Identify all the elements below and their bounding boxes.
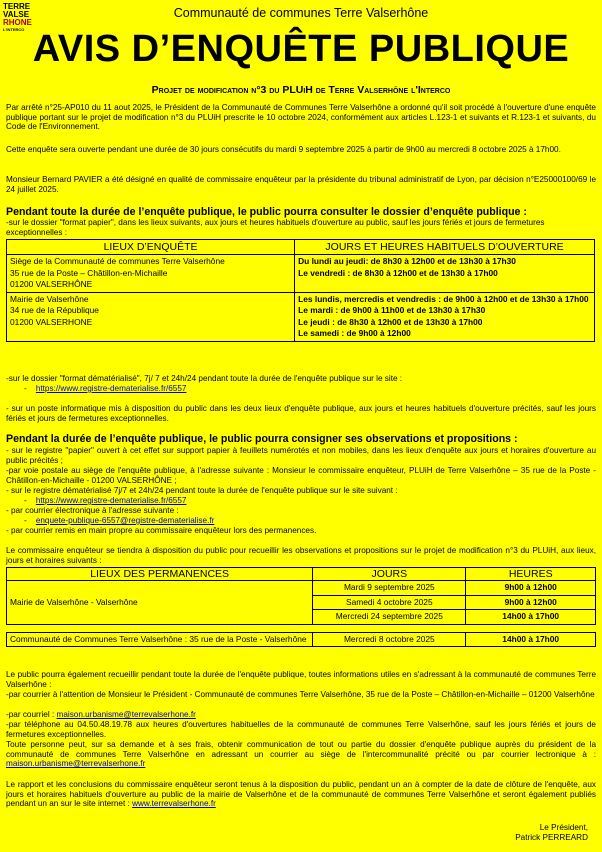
obs-line-4: - par courrier électronique à l'adresse suivante : bbox=[6, 506, 179, 515]
registre-link-2[interactable]: https://www.registre-dematerialise.fr/6557 bbox=[35, 496, 187, 505]
header-organization: Communauté de communes Terre Valserhône bbox=[173, 6, 429, 20]
permanence-place-1: Mairie de Valserhône - Valserhône bbox=[7, 581, 313, 625]
info-paragraph-2: -par courrier à l'attention de Monsieur le Président - Communauté de communes Terre Valserhône, 35 rue de la Poste – Châtillon-en-Michaille – 01200 Valserhône bbox=[6, 690, 595, 699]
link-bullet: - https://www.registre-dematerialise.fr/6557 bbox=[24, 496, 187, 505]
consultation-places-table bbox=[6, 239, 595, 342]
registre-link-1[interactable]: https://www.registre-dematerialise.fr/6557 bbox=[35, 384, 187, 393]
terre-valserhone-logo: TERRE VALSE RHONE L'INTERCO bbox=[3, 2, 32, 32]
consult-subtext: -sur le dossier "format papier", dans les lieux suivants, aux jours et heures habituels d'ouverture au public, sauf les jours fériés et jours de fermetures exceptionnelles : bbox=[6, 218, 545, 237]
website-link[interactable]: www.terrevalserhone.fr bbox=[132, 799, 216, 809]
observations-heading: Pendant la durée de l’enquête publique, le public pourra consigner ses observations et propositions : bbox=[6, 433, 518, 445]
permanence-hours: 14h00 à 17h00 bbox=[466, 632, 596, 647]
permanence-day: Mardi 9 septembre 2025 bbox=[313, 581, 466, 596]
table-header-permanences: LIEUX DES PERMANENCES bbox=[7, 568, 313, 581]
urbanisme-email-link-2[interactable]: maison.urbanisme@terrevalserhone.fr bbox=[6, 759, 146, 769]
permanence-day: Mercredi 8 octobre 2025 bbox=[313, 632, 466, 647]
permanence-hours: 14h00 à 17h00 bbox=[466, 610, 596, 625]
hours-cell: Du lundi au jeudi: de 8h30 à 12h00 et de 13h30 à 17h30 Le vendredi : de 8h30 à 12h00 et de 13h30 à 17h00 bbox=[295, 255, 595, 293]
closing-paragraph: Le rapport et les conclusions du commissaire enquêteur seront tenus à la disposition du public, pendant un an à compter de la date de clôture de l'enquête, aux jours et horaires habituels d'ouverture au public de la mairie de Valserhône et de la communauté de communes Terre Valserhône et seront également publiés pendant un an sur le site internet : www.terrevalserhone.fr bbox=[6, 780, 596, 809]
signature: Le Président, Patrick PERREARD bbox=[515, 823, 588, 842]
table-row bbox=[7, 581, 596, 596]
poste-text: - sur un poste informatique mis à disposition du public dans les deux lieux d'enquête publique, aux jours et heures habituels d'ouverture précités, sauf les jours fériés et jours de fermetures exceptionnelles. bbox=[6, 404, 596, 423]
info-paragraph-4: -par téléphone au 04.50.48.19.78 aux heures d'ouvertures habituelles de la communauté de communes Terre Valserhône, sauf les jours fériés et jours de fermetures exceptionnelles. bbox=[6, 720, 596, 739]
permanences-intro: Le commissaire enquêteur se tiendra à disposition du public pour recueillir les observations et propositions sur le projet de modification n°3 du PLUiH, aux lieux, jours et horaires suivants : bbox=[6, 546, 596, 565]
permanence-hours: 9h00 à 12h00 bbox=[466, 581, 596, 596]
hours-cell: Les lundis, mercredis et vendredis : de 9h00 à 12h00 et de 13h30 à 17h00 Le mardi : de 9h00 à 11h00 et de 13h30 à 17h30 Le jeudi : de 8h30 à 12h00 et de 13h30 à 17h00 Le samedi : de 9h00 à 12h00 bbox=[295, 292, 595, 341]
enquete-email-link[interactable]: enquete-publique-6557@registre-dematerialise.fr bbox=[35, 516, 215, 525]
place-cell: Siège de la Communauté de communes Terre Valserhône 35 rue de la Poste – Châtillon-en-Michaille 01200 VALSERHÔNE bbox=[7, 255, 295, 293]
table-row bbox=[7, 292, 595, 341]
page-title: AVIS D’ENQUÊTE PUBLIQUE bbox=[32, 28, 570, 70]
table-header-heures: HEURES bbox=[466, 568, 596, 581]
table-header-places: LIEUX D’ENQUÊTE bbox=[7, 240, 295, 255]
permanence-place-2: Communauté de Communes Terre Valserhône : 35 rue de la Poste - Valserhône bbox=[7, 632, 313, 647]
obs-line-2: -par voie postale au siège de l'enquête publique, à l'adresse suivante : Monsieur le commissaire enquêteur, PLUiH de Terre Valserhône – 35 rue de la Poste - Châtillon-en-Michaille - 01200 VALSERHÔNE ; bbox=[6, 466, 596, 485]
info-paragraph-3: -par courriel : maison.urbanisme@terrevalserhone.fr bbox=[6, 710, 196, 719]
permanence-day: Mercredi 24 septembre 2025 bbox=[313, 610, 466, 625]
obs-line-1: - sur le registre "papier" ouvert à cet effet sur support papier à feuillets numérotés et non mobiles, dans les lieux d'enquête aux jours et horaires d'ouverture au public précités ; bbox=[6, 446, 596, 465]
consult-heading: Pendant toute la durée de l’enquête publique, le public pourra consulter le dossier d’enquête publique : bbox=[6, 206, 527, 218]
info-paragraph-1: Le public pourra également recueillir pendant toute la durée de l'enquête publique, toutes informations utiles en s'adressant à la communauté de communes Terre Valserhône : bbox=[6, 670, 596, 689]
table-row bbox=[7, 255, 595, 293]
obs-line-3: - sur le registre dématérialisé 7j/7 et 24h/24 pendant toute la durée de l'enquête publique sur le site suivant : bbox=[6, 486, 398, 495]
permanence-day: Samedi 4 octobre 2025 bbox=[313, 595, 466, 610]
intro-paragraph-1: Par arrêté n°25-AP010 du 11 aout 2025, le Président de la Communauté de Communes Terre Valserhône a ordonné qu'il soit procédé à l'ouverture d'une enquête publique portant sur le projet de modification n°3 du PLUiH prescrite le 10 octobre 2024, conformément aux articles L.123-1 et suivants et R.123-1 et suivants, du Code de l'Environnement. bbox=[6, 103, 596, 132]
urbanisme-email-link-1[interactable]: maison.urbanisme@terrevalserhone.fr bbox=[56, 710, 196, 719]
table-header-jours: JOURS bbox=[313, 568, 466, 581]
page-subtitle: Projet de modification n°3 du PLUiH de Terre Valserhône l'Interco bbox=[151, 84, 451, 96]
email-bullet: - enquete-publique-6557@registre-dematerialise.fr bbox=[24, 516, 215, 525]
intro-paragraph-2: Cette enquête sera ouverte pendant une durée de 30 jours consécutifs du mardi 9 septembre 2025 à partir de 9h00 au mercredi 8 octobre 2025 à 17h00. bbox=[6, 145, 561, 154]
permanences-table bbox=[6, 567, 596, 647]
place-cell: Mairie de Valserhône 34 rue de la République 01200 VALSERHONE bbox=[7, 292, 295, 341]
table-header-hours: JOURS ET HEURES HABITUELS D’OUVERTURE bbox=[295, 240, 595, 255]
info-paragraph-5: Toute personne peut, sur sa demande et à ses frais, obtenir communication de tout ou partie du dossier d'enquête publique auprès du président de la communauté de communes Terre Valserhône en adressant un courrier au siège de l'intercommunalité précité ou par courrier lectronique à : maison.urbanisme@terrevalserhone.fr bbox=[6, 740, 596, 769]
obs-line-5: - par courrier remis en main propre au commissaire enquêteur lors des permanences. bbox=[6, 526, 317, 535]
intro-paragraph-3: Monsieur Bernard PAVIER a été désigné en qualité de commissaire enquêteur par la présidente du tribunal administratif de Lyon, par décision n°E25000100/69 le 24 juillet 2025. bbox=[6, 175, 596, 194]
link-bullet: - https://www.registre-dematerialise.fr/6557 bbox=[24, 384, 187, 393]
permanence-hours: 9h00 à 12h00 bbox=[466, 595, 596, 610]
table-row bbox=[7, 632, 596, 647]
dematerialise-text: -sur le dossier "format dématérialisé", 7j/ 7 et 24h/24 pendant toute la durée de l'enquête publique sur le site : bbox=[6, 374, 403, 383]
